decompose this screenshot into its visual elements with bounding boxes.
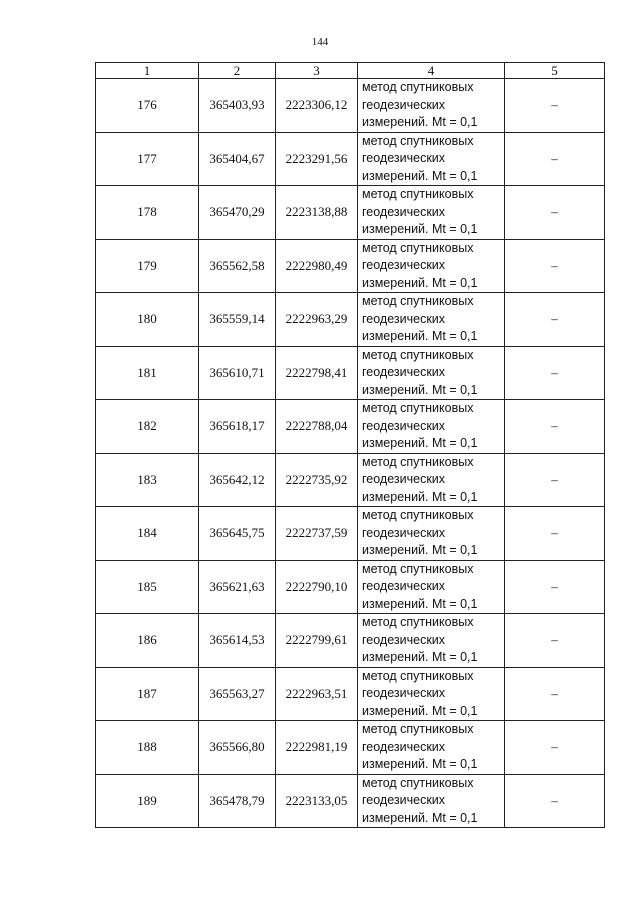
method-line: измерений. Mt = 0,1 — [362, 168, 478, 183]
method-line: измерений. Mt = 0,1 — [362, 703, 478, 718]
point-number-cell: 184 — [96, 507, 199, 561]
method-cell — [358, 721, 505, 775]
table-row — [96, 507, 605, 561]
note-cell: – — [505, 560, 605, 614]
x-coordinate-cell: 365562,58 — [199, 239, 276, 293]
y-coordinate-cell: 2222735,92 — [276, 453, 358, 507]
table-edge-stub — [95, 817, 96, 825]
header-col-1: 1 — [96, 63, 199, 79]
table-body — [96, 79, 605, 828]
y-coordinate-cell: 2223291,56 — [276, 132, 358, 186]
x-coordinate-cell: 365566,80 — [199, 721, 276, 775]
method-cell — [358, 239, 505, 293]
method-line: метод спутниковых — [362, 722, 474, 736]
method-line: геодезических — [362, 418, 446, 433]
table-row — [96, 239, 605, 293]
method-line: измерений. Mt = 0,1 — [362, 489, 478, 504]
table-row — [96, 774, 605, 828]
method-line: метод спутниковых — [362, 668, 474, 683]
method-line: измерений. Mt = 0,1 — [362, 329, 478, 343]
method-cell — [358, 614, 505, 668]
point-number-cell: 185 — [96, 560, 199, 614]
point-number-cell: 183 — [96, 453, 199, 507]
x-coordinate-cell: 365403,93 — [199, 79, 276, 133]
method-cell — [358, 667, 505, 721]
method-line: измерений. Mt = 0,1 — [362, 596, 478, 611]
method-line: метод спутниковых — [362, 561, 474, 576]
x-coordinate-cell: 365618,17 — [199, 400, 276, 454]
method-line: геодезических — [362, 793, 446, 807]
method-cell — [358, 453, 505, 507]
note-cell: – — [505, 186, 605, 240]
x-coordinate-cell: 365470,29 — [199, 186, 276, 240]
point-number-cell: 178 — [96, 186, 199, 240]
note-cell: – — [505, 614, 605, 668]
method-line: метод спутниковых — [362, 401, 474, 415]
x-coordinate-cell: 365614,53 — [199, 614, 276, 668]
method-line: метод спутниковых — [362, 347, 474, 362]
x-coordinate-cell: 365642,12 — [199, 453, 276, 507]
table-row — [96, 132, 605, 186]
method-cell — [358, 293, 505, 347]
method-line: измерений. Mt = 0,1 — [362, 222, 478, 236]
method-line: метод спутниковых — [362, 775, 474, 790]
point-number-cell: 187 — [96, 667, 199, 721]
method-line: измерений. Mt = 0,1 — [362, 810, 478, 825]
header-col-3: 3 — [276, 63, 358, 79]
method-line: измерений. Mt = 0,1 — [362, 115, 478, 129]
method-cell — [358, 346, 505, 400]
y-coordinate-cell: 2222963,29 — [276, 293, 358, 347]
y-coordinate-cell: 2222799,61 — [276, 614, 358, 668]
y-coordinate-cell: 2222788,04 — [276, 400, 358, 454]
table-header-row — [96, 63, 605, 79]
point-number-cell: 182 — [96, 400, 199, 454]
point-number-cell: 176 — [96, 79, 199, 133]
method-cell — [358, 400, 505, 454]
y-coordinate-cell: 2223306,12 — [276, 79, 358, 133]
method-line: метод спутниковых — [362, 80, 474, 94]
y-coordinate-cell: 2222963,51 — [276, 667, 358, 721]
table-row — [96, 453, 605, 507]
coordinates-table — [95, 62, 605, 828]
note-cell: – — [505, 400, 605, 454]
note-cell: – — [505, 774, 605, 828]
method-line: геодезических — [362, 525, 446, 540]
method-line: метод спутниковых — [362, 187, 474, 201]
page-number: 144 — [311, 36, 329, 48]
note-cell: – — [505, 721, 605, 775]
method-line: геодезических — [362, 632, 446, 647]
note-cell: – — [505, 79, 605, 133]
method-cell — [358, 132, 505, 186]
method-line: метод спутниковых — [362, 615, 474, 629]
method-line: геодезических — [362, 365, 446, 379]
note-cell: – — [505, 667, 605, 721]
point-number-cell: 179 — [96, 239, 199, 293]
method-line: геодезических — [362, 204, 446, 219]
method-line: измерений. Mt = 0,1 — [362, 382, 478, 397]
method-line: геодезических — [362, 472, 446, 486]
method-cell — [358, 774, 505, 828]
table-row — [96, 346, 605, 400]
table-row — [96, 400, 605, 454]
point-number-cell: 177 — [96, 132, 199, 186]
y-coordinate-cell: 2222981,19 — [276, 721, 358, 775]
table-row — [96, 721, 605, 775]
method-line: измерений. Mt = 0,1 — [362, 650, 478, 664]
header-col-2: 2 — [199, 63, 276, 79]
method-line: геодезических — [362, 97, 446, 112]
table-row — [96, 186, 605, 240]
point-number-cell: 189 — [96, 774, 199, 828]
table-row — [96, 560, 605, 614]
table-row — [96, 79, 605, 133]
method-line: геодезических — [362, 151, 446, 165]
method-line: геодезических — [362, 311, 446, 326]
y-coordinate-cell: 2223138,88 — [276, 186, 358, 240]
y-coordinate-cell: 2223133,05 — [276, 774, 358, 828]
point-number-cell: 181 — [96, 346, 199, 400]
note-cell: – — [505, 293, 605, 347]
method-line: метод спутниковых — [362, 508, 474, 522]
header-col-4: 4 — [358, 63, 505, 79]
method-cell — [358, 507, 505, 561]
note-cell: – — [505, 507, 605, 561]
method-cell — [358, 186, 505, 240]
method-cell — [358, 560, 505, 614]
point-number-cell: 180 — [96, 293, 199, 347]
note-cell: – — [505, 346, 605, 400]
note-cell: – — [505, 239, 605, 293]
method-line: геодезических — [362, 258, 446, 272]
note-cell: – — [505, 132, 605, 186]
method-line: измерений. Mt = 0,1 — [362, 543, 478, 557]
method-line: метод спутниковых — [362, 240, 474, 255]
x-coordinate-cell: 365563,27 — [199, 667, 276, 721]
header-col-5: 5 — [505, 63, 605, 79]
method-line: метод спутниковых — [362, 454, 474, 469]
method-line: измерений. Mt = 0,1 — [362, 436, 478, 450]
x-coordinate-cell: 365610,71 — [199, 346, 276, 400]
table-row — [96, 293, 605, 347]
method-line: геодезических — [362, 739, 446, 754]
x-coordinate-cell: 365478,79 — [199, 774, 276, 828]
y-coordinate-cell: 2222737,59 — [276, 507, 358, 561]
point-number-cell: 186 — [96, 614, 199, 668]
x-coordinate-cell: 365621,63 — [199, 560, 276, 614]
table-row — [96, 614, 605, 668]
x-coordinate-cell: 365559,14 — [199, 293, 276, 347]
point-number-cell: 188 — [96, 721, 199, 775]
note-cell: – — [505, 453, 605, 507]
y-coordinate-cell: 2222980,49 — [276, 239, 358, 293]
method-line: геодезических — [362, 686, 446, 700]
x-coordinate-cell: 365404,67 — [199, 132, 276, 186]
method-line: измерений. Mt = 0,1 — [362, 757, 478, 771]
y-coordinate-cell: 2222790,10 — [276, 560, 358, 614]
method-line: измерений. Mt = 0,1 — [362, 275, 478, 290]
method-line: метод спутниковых — [362, 133, 474, 148]
method-line: геодезических — [362, 579, 446, 593]
table-row — [96, 667, 605, 721]
method-cell — [358, 79, 505, 133]
method-line: метод спутниковых — [362, 294, 474, 308]
x-coordinate-cell: 365645,75 — [199, 507, 276, 561]
y-coordinate-cell: 2222798,41 — [276, 346, 358, 400]
